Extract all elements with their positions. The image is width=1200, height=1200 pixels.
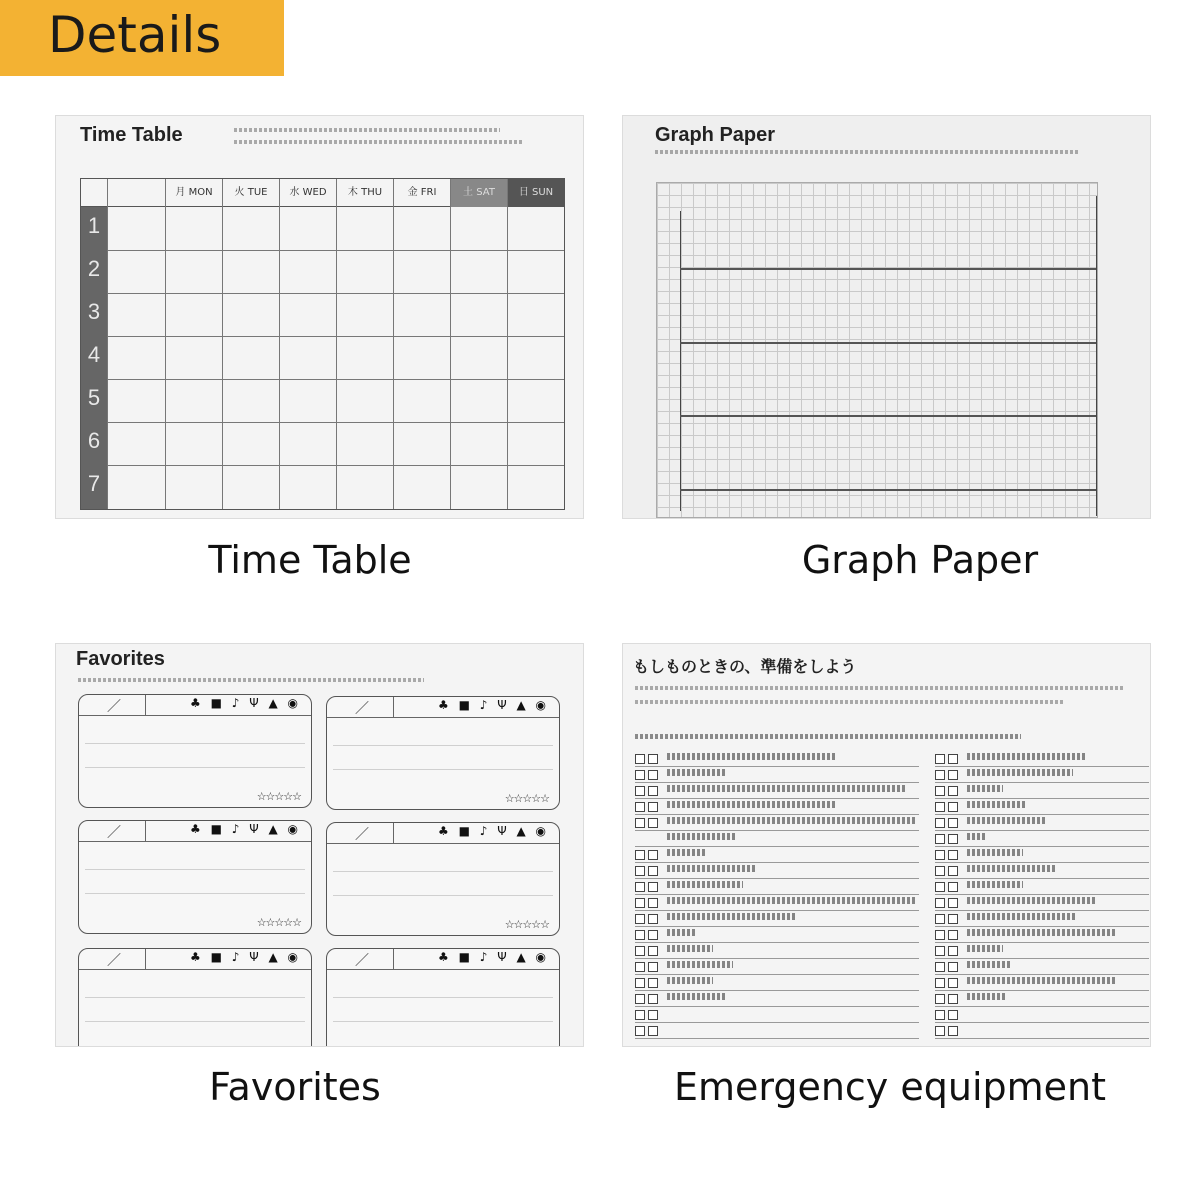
favorite-card-header [327, 697, 559, 718]
favorite-card [78, 948, 312, 1047]
checkbox[interactable] [635, 962, 645, 972]
category-icons: ♣ ■ ♪ Ψ ▲ ◉ [438, 824, 549, 838]
checkbox[interactable] [948, 946, 958, 956]
checklist-row [935, 848, 1149, 863]
checklist-row [935, 912, 1149, 927]
graph-paper-title: Graph Paper [655, 124, 776, 146]
day-header-mon: 月 MON [165, 179, 222, 207]
writing-line [333, 769, 553, 770]
column-divider [279, 179, 280, 509]
checkbox[interactable] [635, 770, 645, 780]
checkbox[interactable] [648, 978, 658, 988]
item-text [667, 753, 837, 760]
graph-paper-caption: Graph Paper [801, 538, 1039, 582]
checklist-row [935, 816, 1149, 831]
checkbox[interactable] [648, 866, 658, 876]
item-text [667, 897, 915, 904]
checkbox[interactable] [648, 994, 658, 1004]
favorite-card-header [79, 949, 311, 970]
checkbox[interactable] [935, 1026, 945, 1036]
period-1: 1 [87, 213, 101, 238]
checklist-row [635, 784, 919, 799]
details-banner [0, 0, 284, 76]
checklist-row [935, 800, 1149, 815]
writing-line [85, 767, 305, 768]
rating-stars: ☆☆☆☆☆ [256, 790, 301, 803]
time-table-caption: Time Table [208, 538, 412, 582]
checklist-row [635, 800, 919, 815]
period-7: 7 [87, 471, 101, 496]
left-axis [680, 211, 681, 511]
checklist-row [935, 864, 1149, 879]
item-text [967, 801, 1027, 808]
item-text [667, 769, 727, 776]
checklist-row [635, 944, 919, 959]
favorites-panel [55, 643, 584, 1047]
graph-paper-panel [622, 115, 1151, 519]
graph-divider-line [680, 268, 1096, 270]
favorite-card [78, 694, 312, 808]
checkbox[interactable] [948, 786, 958, 796]
checkbox[interactable] [648, 786, 658, 796]
emergency-title: もしものときの、準備をしよう [633, 657, 857, 676]
item-text [667, 865, 757, 872]
checkbox[interactable] [948, 962, 958, 972]
checkbox[interactable] [935, 770, 945, 780]
checkbox[interactable] [648, 1010, 658, 1020]
time-table-description [234, 128, 500, 132]
period-column [81, 207, 107, 509]
favorite-card [326, 822, 560, 936]
item-text [967, 849, 1023, 856]
checklist-row [935, 896, 1149, 911]
checklist-row [935, 1008, 1149, 1023]
time-table-description-2 [234, 140, 524, 144]
favorite-card-header [327, 823, 559, 844]
day-header-tue: 火 TUE [222, 179, 279, 207]
checkbox[interactable] [635, 1026, 645, 1036]
checkbox[interactable] [635, 914, 645, 924]
checkbox[interactable] [935, 850, 945, 860]
emergency-panel [622, 643, 1151, 1047]
item-text [667, 881, 743, 888]
checkbox[interactable] [648, 962, 658, 972]
period-6: 6 [87, 428, 101, 453]
checkbox[interactable] [948, 898, 958, 908]
right-axis [1096, 196, 1097, 516]
item-text [667, 961, 733, 968]
writing-line [333, 871, 553, 872]
header-divider [145, 695, 146, 715]
checkbox[interactable] [948, 850, 958, 860]
checkbox[interactable] [935, 914, 945, 924]
checklist-row [635, 768, 919, 783]
checkbox[interactable] [948, 834, 958, 844]
checkbox[interactable] [948, 754, 958, 764]
item-text [667, 833, 737, 840]
checkbox[interactable] [635, 866, 645, 876]
item-text [967, 961, 1011, 968]
item-text [967, 993, 1007, 1000]
checkbox[interactable] [635, 930, 645, 940]
slash-icon: ／ [355, 827, 369, 843]
day-header-fri: 金 FRI [393, 179, 450, 207]
checklist-row [635, 928, 919, 943]
checklist-row [635, 960, 919, 975]
favorites-title: Favorites [76, 648, 165, 670]
checklist-row [635, 896, 919, 911]
column-divider [165, 179, 166, 509]
checkbox[interactable] [948, 930, 958, 940]
writing-line [333, 895, 553, 896]
column-divider [222, 179, 223, 509]
slash-icon: ／ [107, 953, 121, 969]
category-icons: ♣ ■ ♪ Ψ ▲ ◉ [190, 822, 301, 836]
checklist-row [635, 816, 919, 831]
item-text [967, 817, 1047, 824]
item-text [967, 865, 1057, 872]
time-table-header-row [81, 179, 564, 207]
rating-stars: ☆☆☆☆☆ [256, 916, 301, 929]
checklist-row [635, 832, 919, 847]
period-2: 2 [87, 256, 101, 281]
item-text [967, 769, 1073, 776]
checklist-row [935, 784, 1149, 799]
checklist-row [635, 912, 919, 927]
checkbox[interactable] [935, 994, 945, 1004]
checkbox[interactable] [948, 994, 958, 1004]
writing-line [85, 869, 305, 870]
writing-line [333, 1021, 553, 1022]
graph-paper-description [655, 150, 1079, 154]
checklist-row [935, 928, 1149, 943]
checkbox[interactable] [935, 834, 945, 844]
checkbox[interactable] [635, 898, 645, 908]
column-divider [450, 179, 451, 509]
item-text [667, 817, 917, 824]
checkbox[interactable] [648, 946, 658, 956]
time-table-panel [55, 115, 584, 519]
checkbox[interactable] [648, 754, 658, 764]
checkbox[interactable] [948, 802, 958, 812]
item-text [967, 833, 987, 840]
rating-stars: ☆☆☆☆☆ [504, 792, 549, 805]
category-icons: ♣ ■ ♪ Ψ ▲ ◉ [438, 698, 549, 712]
item-text [667, 913, 797, 920]
category-icons: ♣ ■ ♪ Ψ ▲ ◉ [190, 696, 301, 710]
checkbox[interactable] [635, 754, 645, 764]
item-text [967, 977, 1117, 984]
checkbox[interactable] [935, 978, 945, 988]
checkbox[interactable] [948, 818, 958, 828]
checkbox[interactable] [935, 818, 945, 828]
checkbox[interactable] [935, 946, 945, 956]
checkbox[interactable] [648, 802, 658, 812]
favorite-card-header [79, 695, 311, 716]
item-text [967, 897, 1097, 904]
favorite-card [326, 696, 560, 810]
column-divider [107, 179, 108, 509]
checklist-row [635, 864, 919, 879]
checkbox[interactable] [635, 994, 645, 1004]
checklist-row [635, 848, 919, 863]
day-header-wed: 水 WED [279, 179, 336, 207]
writing-line [85, 743, 305, 744]
checklist-row [635, 880, 919, 895]
emergency-description-2 [635, 700, 1065, 704]
checklist-row [635, 1024, 919, 1039]
period-5: 5 [87, 385, 101, 410]
favorite-card-header [327, 949, 559, 970]
writing-line [85, 893, 305, 894]
day-header-sat: 土 SAT [450, 179, 507, 207]
checkbox[interactable] [648, 882, 658, 892]
favorites-description [78, 678, 424, 682]
checkbox[interactable] [935, 866, 945, 876]
favorite-card [78, 820, 312, 934]
period-4: 4 [87, 342, 101, 367]
slash-icon: ／ [355, 701, 369, 717]
checkbox[interactable] [635, 802, 645, 812]
graph-grid [656, 182, 1098, 518]
item-text [667, 785, 907, 792]
checklist-row [935, 752, 1149, 767]
checkbox[interactable] [635, 818, 645, 828]
checkbox[interactable] [635, 850, 645, 860]
checklist-row [635, 752, 919, 767]
favorite-card [326, 948, 560, 1047]
column-divider [507, 179, 508, 509]
writing-line [333, 997, 553, 998]
item-text [967, 913, 1077, 920]
checklist-row [635, 1008, 919, 1023]
writing-line [333, 745, 553, 746]
checklist-row [935, 960, 1149, 975]
item-text [967, 881, 1023, 888]
checkbox[interactable] [935, 802, 945, 812]
checkbox[interactable] [648, 930, 658, 940]
checklist-row [935, 832, 1149, 847]
checkbox[interactable] [948, 1010, 958, 1020]
item-text [967, 929, 1117, 936]
favorite-card-header [79, 821, 311, 842]
checkbox[interactable] [635, 882, 645, 892]
checklist-row [635, 976, 919, 991]
column-divider [393, 179, 394, 509]
category-icons: ♣ ■ ♪ Ψ ▲ ◉ [190, 950, 301, 964]
checkbox[interactable] [935, 898, 945, 908]
checklist-row [635, 992, 919, 1007]
header-divider [145, 821, 146, 841]
emergency-description [635, 686, 1123, 690]
checkbox[interactable] [648, 850, 658, 860]
checkbox[interactable] [648, 1026, 658, 1036]
checkbox[interactable] [935, 882, 945, 892]
graph-divider-line [680, 415, 1096, 417]
item-text [667, 945, 713, 952]
column-divider [336, 179, 337, 509]
favorites-caption: Favorites [209, 1065, 381, 1109]
checklist-row [935, 976, 1149, 991]
header-divider [393, 823, 394, 843]
checkbox[interactable] [635, 1010, 645, 1020]
day-header-sun: 日 SUN [507, 179, 564, 207]
item-text [667, 993, 727, 1000]
checklist-row [935, 768, 1149, 783]
checklist-row [935, 880, 1149, 895]
checkbox[interactable] [935, 930, 945, 940]
writing-line [85, 1021, 305, 1022]
item-text [667, 801, 837, 808]
header-divider [145, 949, 146, 969]
checkbox[interactable] [635, 946, 645, 956]
time-table-grid [80, 178, 565, 510]
checkbox[interactable] [948, 1026, 958, 1036]
item-text [667, 849, 707, 856]
checkbox[interactable] [935, 754, 945, 764]
checklist-row [935, 992, 1149, 1007]
graph-divider-line [680, 489, 1096, 491]
slash-icon: ／ [107, 699, 121, 715]
day-header-thu: 木 THU [336, 179, 393, 207]
checkbox[interactable] [935, 1010, 945, 1020]
checkbox[interactable] [948, 770, 958, 780]
emergency-subheading [635, 734, 1021, 739]
checklist-row [935, 1024, 1149, 1039]
item-text [967, 785, 1003, 792]
item-text [667, 977, 713, 984]
period-3: 3 [87, 299, 101, 324]
emergency-caption: Emergency equipment [673, 1065, 1107, 1109]
checkbox[interactable] [648, 818, 658, 828]
rating-stars: ☆☆☆☆☆ [504, 918, 549, 931]
checkbox[interactable] [648, 770, 658, 780]
item-text [967, 753, 1087, 760]
checkbox[interactable] [948, 978, 958, 988]
time-table-title: Time Table [80, 124, 183, 146]
slash-icon: ／ [107, 825, 121, 841]
item-text [667, 929, 697, 936]
checkbox[interactable] [648, 898, 658, 908]
header-divider [393, 697, 394, 717]
slash-icon: ／ [355, 953, 369, 969]
header-divider [393, 949, 394, 969]
graph-divider-line [680, 342, 1096, 344]
checkbox[interactable] [935, 786, 945, 796]
checkbox[interactable] [935, 962, 945, 972]
checkbox[interactable] [635, 786, 645, 796]
writing-line [85, 997, 305, 998]
item-text [967, 945, 1003, 952]
checkbox[interactable] [948, 866, 958, 876]
checkbox[interactable] [948, 914, 958, 924]
checkbox[interactable] [948, 882, 958, 892]
banner-label: Details [48, 6, 222, 64]
checkbox[interactable] [635, 978, 645, 988]
checklist-row [935, 944, 1149, 959]
category-icons: ♣ ■ ♪ Ψ ▲ ◉ [438, 950, 549, 964]
checkbox[interactable] [648, 914, 658, 924]
